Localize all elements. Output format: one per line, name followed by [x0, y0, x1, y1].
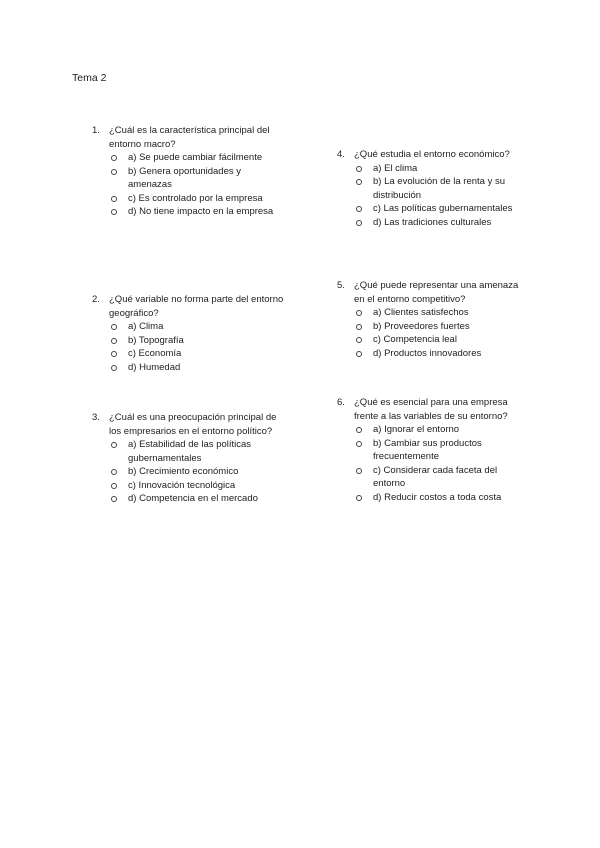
option: a) Estabilidad de las políticas gubernamentales — [128, 438, 287, 465]
option: a) Se puede cambiar fácilmente — [128, 151, 287, 165]
options-list — [92, 320, 287, 374]
option: a) Clientes satisfechos — [373, 306, 527, 320]
question-number: 3. — [92, 412, 100, 423]
page-title: Tema 2 — [72, 72, 107, 84]
question-text: ¿Qué puede representar una amenaza en el entorno competitivo? — [354, 280, 519, 305]
option: a) El clima — [373, 162, 527, 176]
options-list — [92, 151, 287, 219]
options-list — [337, 423, 527, 504]
question-number: 5. — [337, 280, 345, 291]
question-5 — [337, 279, 527, 360]
question-number: 1. — [92, 125, 100, 136]
option: c) Innovación tecnológica — [128, 479, 287, 493]
option: b) Topografía — [128, 334, 287, 348]
question-1 — [92, 124, 287, 219]
option: d) Humedad — [128, 361, 287, 375]
options-list — [337, 306, 527, 360]
question-text: ¿Qué variable no forma parte del entorno geográfico? — [109, 294, 284, 319]
option: b) Genera oportunidades y amenazas — [128, 165, 287, 192]
option: c) Economía — [128, 347, 287, 361]
option: c) Competencia leal — [373, 333, 527, 347]
option: d) Competencia en el mercado — [128, 492, 287, 506]
question-number: 6. — [337, 397, 345, 408]
option: d) No tiene impacto en la empresa — [128, 205, 287, 219]
question-4 — [337, 148, 527, 229]
question-3 — [92, 411, 287, 506]
question-text: ¿Qué estudia el entorno económico? — [354, 149, 510, 160]
option: b) Crecimiento económico — [128, 465, 287, 479]
question-2 — [92, 293, 287, 374]
question-text: ¿Qué es esencial para una empresa frente a las variables de su entorno? — [354, 397, 508, 422]
option: c) Las políticas gubernamentales — [373, 202, 527, 216]
option: b) La evolución de la renta y su distribución — [373, 175, 527, 202]
question-number: 4. — [337, 149, 345, 160]
question-text: ¿Cuál es una preocupación principal de los empresarios en el entorno político? — [109, 412, 277, 437]
question-number: 2. — [92, 294, 100, 305]
option: d) Productos innovadores — [373, 347, 527, 361]
option: a) Clima — [128, 320, 287, 334]
option: c) Considerar cada faceta del entorno — [373, 464, 527, 491]
option: b) Cambiar sus productos frecuentemente — [373, 437, 527, 464]
option: d) Reducir costos a toda costa — [373, 491, 527, 505]
question-6 — [337, 396, 527, 504]
option: c) Es controlado por la empresa — [128, 192, 287, 206]
options-list — [92, 438, 287, 506]
options-list — [337, 162, 527, 230]
option: d) Las tradiciones culturales — [373, 216, 527, 230]
option: b) Proveedores fuertes — [373, 320, 527, 334]
question-text: ¿Cuál es la característica principal del entorno macro? — [109, 125, 270, 150]
option: a) Ignorar el entorno — [373, 423, 527, 437]
